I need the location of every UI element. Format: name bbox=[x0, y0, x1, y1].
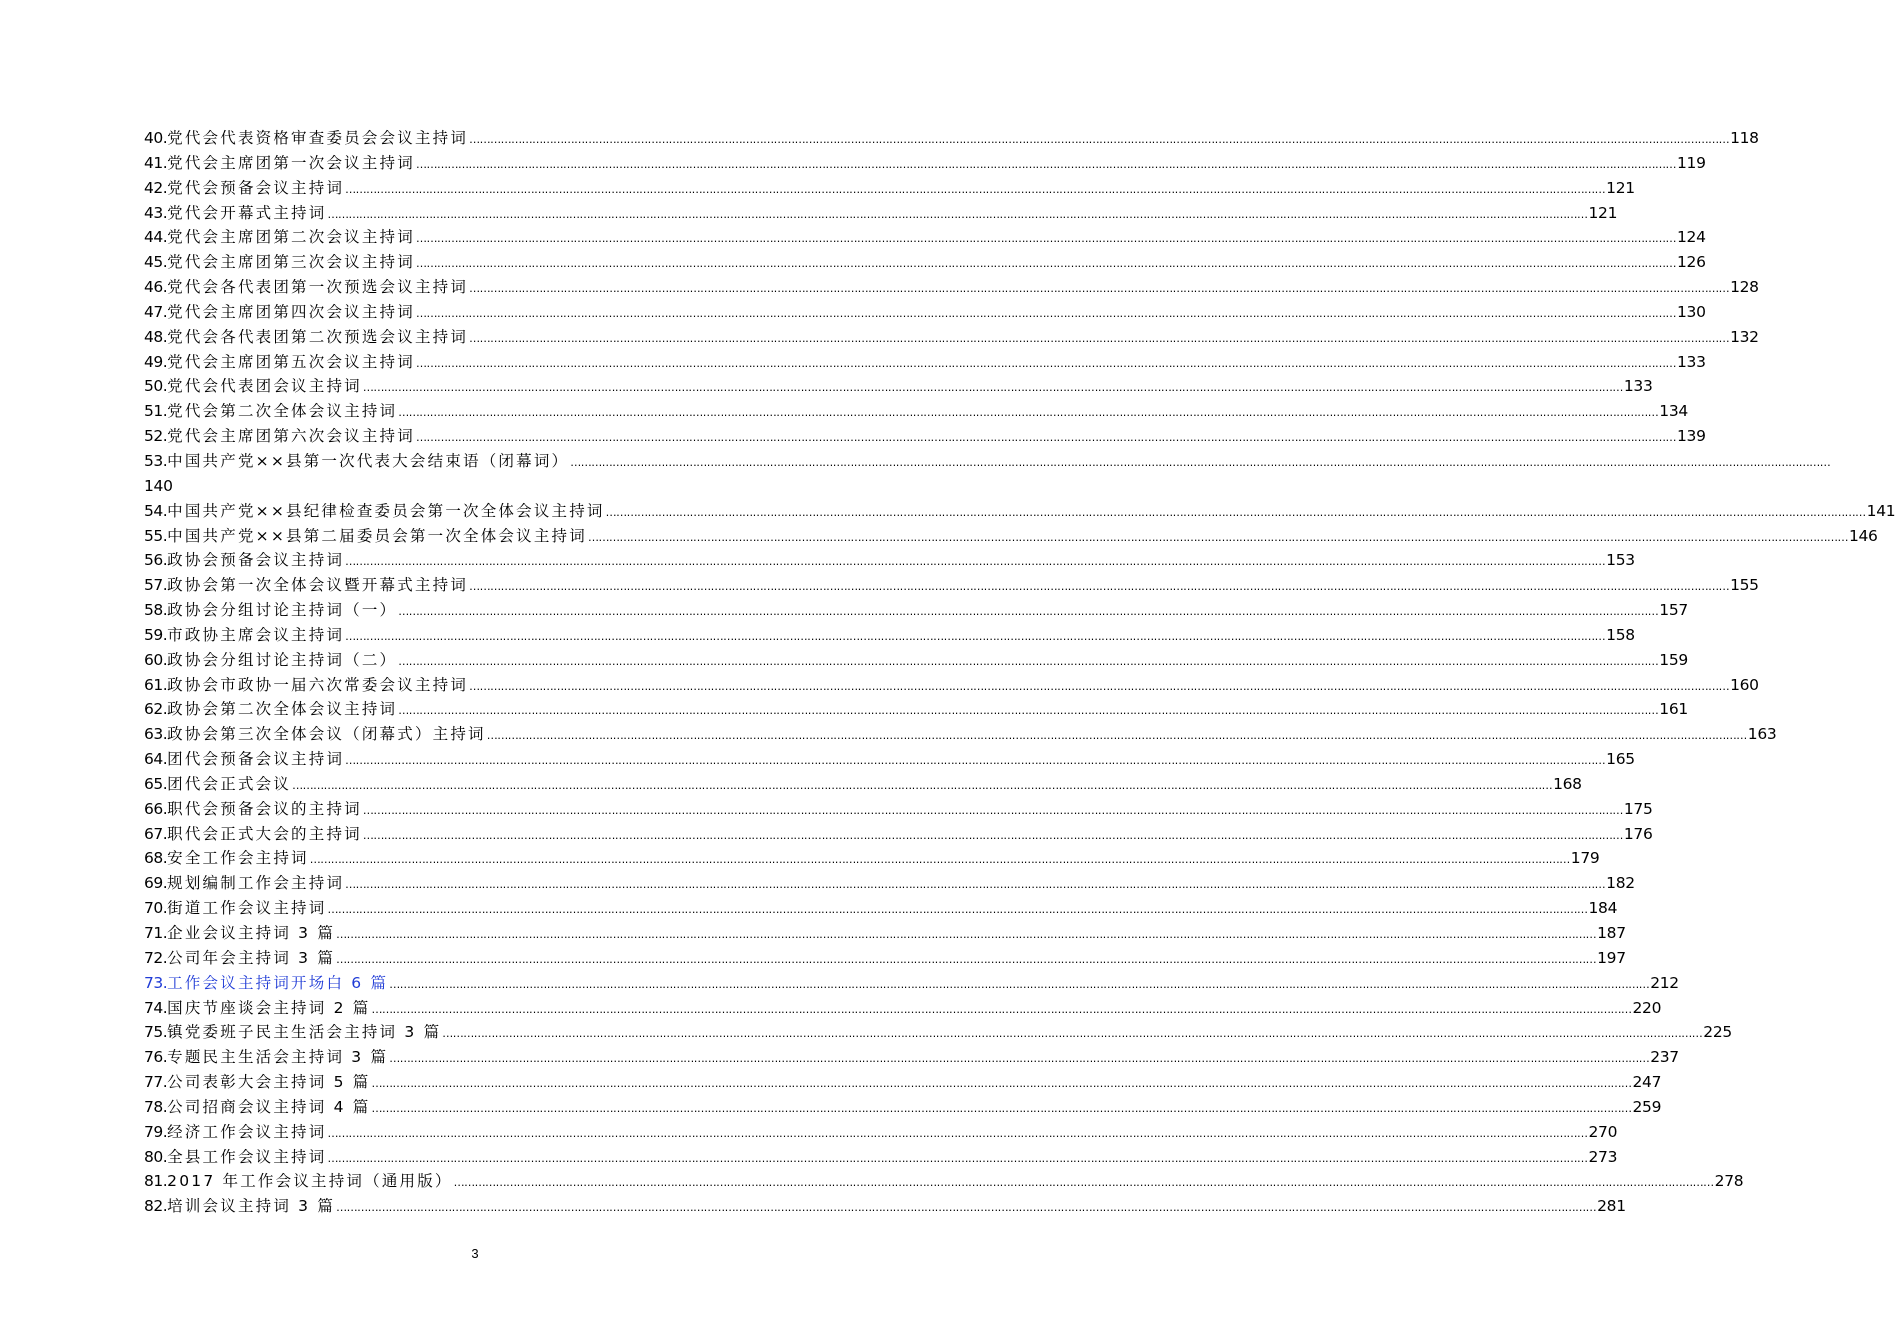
toc-dot-leader: ……………………………………………………………………………………………………………………………………………………………………………………………………………………………………………………………………………………………………………………………… bbox=[398, 605, 1659, 619]
toc-entry-page: 187 bbox=[1597, 924, 1626, 942]
toc-entry-number: 56. bbox=[144, 551, 168, 570]
toc-entry[interactable] bbox=[144, 548, 1635, 573]
toc-entry[interactable] bbox=[144, 1020, 1732, 1045]
toc-entry-title: 中国共产党××县第二届委员会第一次全体会议主持词 bbox=[167, 526, 587, 545]
toc-dot-leader: ……………………………………………………………………………………………………………………………………………………………………………………………………………………………………………………………………………………………………………………………… bbox=[336, 1201, 1597, 1215]
toc-entry-page: 197 bbox=[1597, 948, 1626, 967]
toc-entry-page: 163 bbox=[1747, 725, 1777, 744]
toc-entry-number: 43. bbox=[144, 203, 168, 222]
toc-entry-number: 69. bbox=[144, 874, 168, 893]
toc-dot-leader: ……………………………………………………………………………………………………………………………………………………………………………………………………………………………………………………………………………………………………………………………… bbox=[389, 1052, 1650, 1066]
toc-entry-page: 146 bbox=[1848, 526, 1878, 545]
toc-entry-number: 52. bbox=[144, 427, 168, 446]
toc-entry-title: 职代会预备会议的主持词 bbox=[167, 799, 362, 818]
toc-entry-page: 119 bbox=[1676, 153, 1706, 172]
toc-dot-leader: ……………………………………………………………………………………………………………………………………………………………………………………………………………………………………………………………………………………………………………………………… bbox=[327, 207, 1588, 221]
toc-entry-number: 61. bbox=[144, 675, 168, 694]
toc-entry-number: 60. bbox=[144, 650, 168, 669]
toc-entry[interactable] bbox=[144, 822, 1653, 847]
toc-entry-page: 179 bbox=[1570, 849, 1600, 868]
toc-entry[interactable] bbox=[144, 1120, 1618, 1145]
toc-entry-number: 50. bbox=[144, 377, 168, 396]
toc-entry-number: 70. bbox=[144, 899, 168, 918]
toc-entry-page: 168 bbox=[1553, 774, 1582, 793]
toc-entry-page: 161 bbox=[1659, 700, 1688, 719]
toc-entry[interactable] bbox=[144, 573, 1759, 598]
toc-dot-leader: ……………………………………………………………………………………………………………………………………………………………………………………………………………………………………………………………………………………………………………………………… bbox=[345, 754, 1606, 768]
toc-entry-page: 176 bbox=[1623, 824, 1653, 843]
toc-dot-leader: ……………………………………………………………………………………………………………………………………………………………………………………………………………………………………………………………………………………………………………………………… bbox=[453, 1176, 1714, 1190]
toc-entry-title: 规划编制工作会主持词 bbox=[167, 874, 345, 893]
toc-dot-leader: ……………………………………………………………………………………………………………………………………………………………………………………………………………………………………………………………………………………………………………………………… bbox=[345, 182, 1606, 196]
toc-entry-number: 80. bbox=[144, 1147, 168, 1166]
toc-entry-page: 126 bbox=[1676, 253, 1706, 272]
toc-entry-page: 158 bbox=[1606, 625, 1635, 644]
toc-entry[interactable] bbox=[144, 772, 1582, 797]
toc-entry-page: 184 bbox=[1588, 899, 1618, 918]
toc-entry-page: 160 bbox=[1730, 675, 1759, 694]
toc-entry-number: 62. bbox=[144, 700, 168, 719]
toc-dot-leader: ……………………………………………………………………………………………………………………………………………………………………………………………………………………………………………………………………………………………………………………………… bbox=[292, 778, 1553, 792]
toc-dot-leader: ……………………………………………………………………………………………………………………………………………………………………………………………………………………………………………………………………………………………………………………………… bbox=[605, 505, 1866, 519]
toc-entry-title: 中国共产党××县第一次代表大会结束语（闭幕词） bbox=[167, 451, 570, 470]
toc-entry-title: 党代会第二次全体会议主持词 bbox=[167, 402, 398, 421]
toc-entry-number: 71. bbox=[144, 924, 168, 942]
toc-entry[interactable] bbox=[144, 846, 1600, 871]
toc-entry-page: 155 bbox=[1730, 576, 1759, 595]
toc-entry-page: 273 bbox=[1588, 1147, 1618, 1166]
toc-entry-title: 党代会主席团第五次会议主持词 bbox=[167, 352, 415, 371]
toc-entry-title: 团代会预备会议主持词 bbox=[167, 750, 345, 769]
toc-dot-leader: ……………………………………………………………………………………………………………………………………………………………………………………………………………………………………………………………………………………………………………………………… bbox=[371, 1002, 1632, 1016]
toc-entry-title: 政协会分组讨论主持词（一） bbox=[167, 601, 398, 620]
toc-entry-continuation[interactable] bbox=[144, 474, 806, 499]
toc-entry-title: 政协会市政协一届六次常委会议主持词 bbox=[167, 675, 469, 694]
toc-entry-number: 78. bbox=[144, 1097, 168, 1116]
toc-dot-leader: ……………………………………………………………………………………………………………………………………………………………………………………………………………………………………………………………………………………………………………………………… bbox=[398, 406, 1659, 420]
toc-entry-number: 58. bbox=[144, 601, 168, 620]
toc-entry[interactable] bbox=[144, 1045, 1679, 1070]
toc-entry-title: 党代会主席团第六次会议主持词 bbox=[167, 427, 415, 446]
toc-entry-page: 153 bbox=[1606, 551, 1635, 570]
toc-entry-number: 48. bbox=[144, 327, 168, 346]
toc-dot-leader: ……………………………………………………………………………………………………………………………………………………………………………………………………………………………………………………………………………………………………………………………… bbox=[362, 828, 1623, 842]
toc-entry-title: 中国共产党××县纪律检查委员会第一次全体会议主持词 bbox=[167, 501, 605, 520]
toc-entry[interactable] bbox=[144, 499, 1895, 524]
toc-entry-page: 237 bbox=[1650, 1048, 1679, 1067]
toc-dot-leader: ……………………………………………………………………………………………………………………………………………………………………………………………………………………………………………………………………………………………………………………………… bbox=[362, 381, 1623, 395]
toc-entry-page: 270 bbox=[1588, 1122, 1618, 1141]
toc-entry[interactable] bbox=[144, 673, 1759, 698]
toc-entry-page: 134 bbox=[1659, 402, 1688, 421]
toc-dot-leader: ……………………………………………………………………………………………………………………………………………………………………………………………………………………………………………………………………………………………………………………………… bbox=[389, 977, 1650, 991]
toc-entry-title: 党代会代表团会议主持词 bbox=[167, 377, 362, 396]
toc-entry-page: 212 bbox=[1650, 973, 1679, 992]
toc-entry-title: 职代会正式大会的主持词 bbox=[167, 824, 362, 843]
toc-entry[interactable] bbox=[144, 225, 1706, 250]
toc-entry-number: 55. bbox=[144, 526, 168, 545]
toc-entry-title: 公司年会主持词 3 篇 bbox=[167, 948, 336, 967]
toc-dot-leader: ……………………………………………………………………………………………………………………………………………………………………………………………………………………………………………………………………………………………………………………………… bbox=[486, 729, 1747, 743]
toc-entry-number: 53. bbox=[144, 451, 168, 470]
toc-dot-leader: ……………………………………………………………………………………………………………………………………………………………………………………………………………………………………………………………………………………………………………………………… bbox=[570, 455, 1831, 469]
toc-dot-leader: ……………………………………………………………………………………………………………………………………………………………………………………………………………………………………………………………………………………………………………………………… bbox=[362, 803, 1623, 817]
toc-entry-page: 281 bbox=[1597, 1197, 1626, 1216]
toc-entry-number: 73. bbox=[144, 973, 168, 992]
toc-dot-leader: ……………………………………………………………………………………………………………………………………………………………………………………………………………………………………………………………………………………………………………………………… bbox=[336, 928, 1597, 941]
toc-dot-leader: ……………………………………………………………………………………………………………………………………………………………………………………………………………………………………………………………………………………………………………………………… bbox=[469, 679, 1730, 693]
toc-entry[interactable] bbox=[144, 697, 1688, 722]
toc-dot-leader: ……………………………………………………………………………………………………………………………………………………………………………………………………………………………………………………………………………………………………………………………… bbox=[415, 232, 1676, 246]
toc-entry-page: 175 bbox=[1623, 799, 1653, 818]
toc-dot-leader: ……………………………………………………………………………………………………………………………………………………………………………………………………………………………………………………………………………………………………………………………… bbox=[415, 157, 1676, 171]
toc-entry[interactable] bbox=[144, 996, 1662, 1021]
toc-entry-number: 74. bbox=[144, 998, 168, 1017]
toc-entry[interactable] bbox=[144, 300, 1706, 325]
toc-entry-title: 团代会正式会议 bbox=[167, 774, 292, 793]
toc-entry-number: 51. bbox=[144, 402, 168, 421]
toc-entry-number: 67. bbox=[144, 824, 168, 843]
toc-dot-leader: ……………………………………………………………………………………………………………………………………………………………………………………………………………………………………………………………………………………………………………………………… bbox=[327, 1126, 1588, 1140]
toc-entry-page: 141 bbox=[1866, 501, 1895, 520]
toc-entry-number: 46. bbox=[144, 278, 168, 297]
toc-entry-page: 225 bbox=[1703, 1023, 1732, 1042]
toc-entry-number: 49. bbox=[144, 352, 168, 371]
toc-dot-leader: ……………………………………………………………………………………………………………………………………………………………………………………………………………………………………………………………………………………………………………………………… bbox=[469, 331, 1730, 345]
toc-entry-number: 54. bbox=[144, 501, 168, 520]
toc-entry-title: 党代会主席团第四次会议主持词 bbox=[167, 302, 415, 321]
toc-dot-leader: ……………………………………………………………………………………………………………………………………………………………………………………………………………………………………………………………………………………………………………………………… bbox=[415, 431, 1676, 445]
toc-entry-number: 64. bbox=[144, 750, 168, 769]
toc-entry-number: 65. bbox=[144, 774, 168, 793]
toc-entry[interactable] bbox=[144, 126, 1759, 151]
toc-entry-page: 132 bbox=[1730, 327, 1759, 346]
toc-entry-number: 44. bbox=[144, 228, 168, 247]
toc-entry-title: 市政协主席会议主持词 bbox=[167, 625, 345, 644]
toc-entry-number: 42. bbox=[144, 178, 168, 197]
toc-entry[interactable] bbox=[144, 424, 1706, 449]
toc-dot-leader: ……………………………………………………………………………………………………………………………………………………………………………………………………………………………………………………………………………………………………………………………… bbox=[415, 306, 1676, 320]
toc-entry[interactable] bbox=[144, 275, 1759, 300]
toc-entry-title: 工作会议主持词开场白 6 篇 bbox=[167, 973, 389, 992]
toc-entry-page: 133 bbox=[1623, 377, 1653, 396]
toc-entry-title: 党代会各代表团第二次预选会议主持词 bbox=[167, 327, 469, 346]
toc-entry[interactable] bbox=[144, 747, 1635, 772]
toc-entry[interactable] bbox=[144, 1145, 1618, 1170]
toc-entry[interactable] bbox=[144, 151, 1706, 176]
toc-entry-title: 政协会第三次全体会议（闭幕式）主持词 bbox=[167, 725, 486, 744]
toc-entry[interactable] bbox=[144, 201, 1618, 226]
toc-entry-title: 全县工作会议主持词 bbox=[167, 1147, 327, 1166]
toc-entry-page: 118 bbox=[1730, 129, 1759, 147]
toc-entry[interactable] bbox=[144, 399, 1688, 424]
toc-entry-number: 40. bbox=[144, 129, 168, 147]
toc-dot-leader: ……………………………………………………………………………………………………………………………………………………………………………………………………………………………………………………………………………………………………………………………… bbox=[415, 356, 1676, 370]
toc-entry-title: 政协会第二次全体会议主持词 bbox=[167, 700, 398, 719]
toc-entry-title: 专题民主生活会主持词 3 篇 bbox=[167, 1048, 389, 1067]
toc-entry[interactable] bbox=[144, 1169, 1744, 1194]
toc-entry[interactable] bbox=[144, 648, 1688, 673]
toc-entry-page: 278 bbox=[1714, 1172, 1744, 1191]
toc-entry-page: 157 bbox=[1659, 601, 1688, 620]
toc-entry-title: 政协会分组讨论主持词（二） bbox=[167, 650, 398, 669]
toc-entry[interactable] bbox=[144, 374, 1653, 399]
toc-entry-page: 259 bbox=[1632, 1097, 1662, 1116]
toc-entry-number: 75. bbox=[144, 1023, 168, 1042]
toc-entry-page: 220 bbox=[1632, 998, 1662, 1017]
page-number: 3 bbox=[471, 1246, 479, 1261]
toc-dot-leader: ……………………………………………………………………………………………………………………………………………………………………………………………………………………………………………………………………………………………………………………………… bbox=[309, 853, 1570, 867]
toc-entry[interactable] bbox=[144, 1095, 1662, 1120]
toc-dot-leader: ……………………………………………………………………………………………………………………………………………………………………………………………………………………………………………………………………………………………………………………………… bbox=[336, 952, 1597, 966]
toc-entry-number: 79. bbox=[144, 1122, 168, 1141]
toc-entry-page: 139 bbox=[1676, 427, 1706, 446]
toc-entry[interactable] bbox=[144, 1070, 1662, 1095]
toc-entry-page: 140 bbox=[144, 476, 173, 495]
toc-entry-title: 安全工作会主持词 bbox=[167, 849, 309, 868]
toc-dot-leader: ……………………………………………………………………………………………………………………………………………………………………………………………………………………………………………………………………………………………………………………………… bbox=[345, 629, 1606, 643]
toc-entry-page: 159 bbox=[1659, 650, 1688, 669]
toc-dot-leader: ……………………………………………………………………………………………………………………………………………………………………………………………………………………………………………………………………………………………………………………………… bbox=[345, 878, 1606, 892]
toc-entry[interactable] bbox=[144, 946, 1626, 971]
toc-entry-page: 133 bbox=[1676, 352, 1706, 371]
toc-entry[interactable] bbox=[144, 871, 1635, 896]
toc-dot-leader: ……………………………………………………………………………………………………………………………………………………………………………………………………………………………………………………………………………………………………………………………… bbox=[415, 257, 1676, 271]
toc-entry-page: 128 bbox=[1730, 278, 1759, 297]
toc-entry[interactable] bbox=[144, 176, 1635, 201]
table-of-contents bbox=[144, 126, 1895, 1219]
toc-entry-page: 121 bbox=[1588, 203, 1618, 222]
toc-entry-title: 党代会开幕式主持词 bbox=[167, 203, 327, 222]
toc-entry-title: 镇党委班子民主生活会主持词 3 篇 bbox=[167, 1023, 442, 1042]
toc-entry-title: 党代会预备会议主持词 bbox=[167, 178, 345, 197]
toc-entry-title: 党代会主席团第二次会议主持词 bbox=[167, 228, 415, 247]
toc-entry-page: 182 bbox=[1606, 874, 1635, 893]
toc-entry-number: 45. bbox=[144, 253, 168, 272]
toc-entry[interactable] bbox=[144, 623, 1635, 648]
toc-dot-leader: ……………………………………………………………………………………………………………………………………………………………………………………………………………………………………………………………………………………………………………………………… bbox=[371, 1077, 1632, 1091]
toc-entry-number: 59. bbox=[144, 625, 168, 644]
toc-dot-leader: ……………………………………………………………………………………………………………………………………………………………………………………………………………………………………………………………………………………………………………………………… bbox=[398, 704, 1659, 718]
toc-entry[interactable] bbox=[144, 896, 1618, 921]
toc-entry-title: 国庆节座谈会主持词 2 篇 bbox=[167, 998, 371, 1017]
toc-dot-leader: ……………………………………………………………………………………………………………………………………………………………………………………………………………………………………………………………………………………………………………………………… bbox=[398, 654, 1659, 668]
toc-dot-leader: ……………………………………………………………………………………………………………………………………………………………………………………………………………………………………………………………………………………………………………………………… bbox=[587, 530, 1848, 544]
toc-dot-leader: ……………………………………………………………………………………………………………………………………………………………………………………………………………………………………………………………………………………………………………………………… bbox=[345, 555, 1606, 569]
toc-entry-number: 66. bbox=[144, 799, 168, 818]
toc-dot-leader: ……………………………………………………………………………………………………………………………………………………………………………………………………………………………………………………………………………………………………………………………… bbox=[469, 133, 1730, 146]
toc-entry-page: 130 bbox=[1676, 302, 1706, 321]
toc-dot-leader: ……………………………………………………………………………………………………………………………………………………………………………………………………………………………………………………………………………………………………………………………… bbox=[371, 1101, 1632, 1115]
toc-entry-title: 公司招商会议主持词 4 篇 bbox=[167, 1097, 371, 1116]
toc-entry[interactable] bbox=[144, 449, 1831, 474]
toc-dot-leader: ……………………………………………………………………………………………………………………………………………………………………………………………………………………………………………………………………………………………………………………………… bbox=[469, 282, 1730, 296]
toc-entry-title: 2017 年工作会议主持词（通用版） bbox=[167, 1172, 453, 1191]
toc-entry-title: 党代会代表资格审查委员会会议主持词 bbox=[167, 129, 469, 147]
toc-entry-title: 党代会主席团第一次会议主持词 bbox=[167, 153, 415, 172]
toc-entry-title: 街道工作会议主持词 bbox=[167, 899, 327, 918]
toc-entry[interactable] bbox=[144, 325, 1759, 350]
toc-entry-number: 63. bbox=[144, 725, 168, 744]
toc-entry-number: 81. bbox=[144, 1172, 168, 1191]
toc-entry-number: 68. bbox=[144, 849, 168, 868]
toc-entry[interactable] bbox=[144, 921, 1626, 946]
toc-entry-page: 124 bbox=[1676, 228, 1706, 247]
toc-entry-title: 经济工作会议主持词 bbox=[167, 1122, 327, 1141]
toc-entry[interactable] bbox=[144, 1194, 1626, 1219]
toc-entry[interactable] bbox=[144, 598, 1688, 623]
toc-entry[interactable] bbox=[144, 722, 1777, 747]
toc-entry-title: 政协会第一次全体会议暨开幕式主持词 bbox=[167, 576, 469, 595]
toc-entry-page: 247 bbox=[1632, 1073, 1662, 1092]
toc-entry-title: 政协会预备会议主持词 bbox=[167, 551, 345, 570]
toc-entry-number: 76. bbox=[144, 1048, 168, 1067]
toc-dot-leader: ……………………………………………………………………………………………………………………………………………………………………………………………………………………………………………………………………………………………………………………………… bbox=[327, 1151, 1588, 1165]
toc-entry-title: 公司表彰大会主持词 5 篇 bbox=[167, 1073, 371, 1092]
toc-entry-title: 党代会主席团第三次会议主持词 bbox=[167, 253, 415, 272]
toc-dot-leader: ……………………………………………………………………………………………………………………………………………………………………………………………………………………………………………………………………………………………………………………………… bbox=[469, 580, 1730, 594]
toc-entry[interactable] bbox=[144, 797, 1653, 822]
toc-entry-number: 82. bbox=[144, 1197, 168, 1216]
toc-entry-title: 企业会议主持词 3 篇 bbox=[167, 924, 336, 942]
toc-entry-number: 72. bbox=[144, 948, 168, 967]
toc-entry-page: 121 bbox=[1606, 178, 1635, 197]
toc-entry[interactable] bbox=[144, 971, 1679, 996]
toc-entry-title: 培训会议主持词 3 篇 bbox=[167, 1197, 336, 1216]
toc-entry-number: 41. bbox=[144, 153, 168, 172]
toc-entry[interactable] bbox=[144, 350, 1706, 375]
toc-entry-number: 77. bbox=[144, 1073, 168, 1092]
toc-entry-page: 165 bbox=[1606, 750, 1635, 769]
toc-entry-number: 47. bbox=[144, 302, 168, 321]
toc-entry[interactable] bbox=[144, 524, 1878, 549]
toc-dot-leader: ……………………………………………………………………………………………………………………………………………………………………………………………………………………………………………………………………………………………………………………………… bbox=[442, 1027, 1703, 1041]
toc-entry-title: 党代会各代表团第一次预选会议主持词 bbox=[167, 278, 469, 297]
toc-dot-leader: ……………………………………………………………………………………………………………………………………………………………………………………………………………………………………………………………………………………………………………………………… bbox=[327, 903, 1588, 917]
toc-entry-number: 57. bbox=[144, 576, 168, 595]
toc-entry[interactable] bbox=[144, 250, 1706, 275]
